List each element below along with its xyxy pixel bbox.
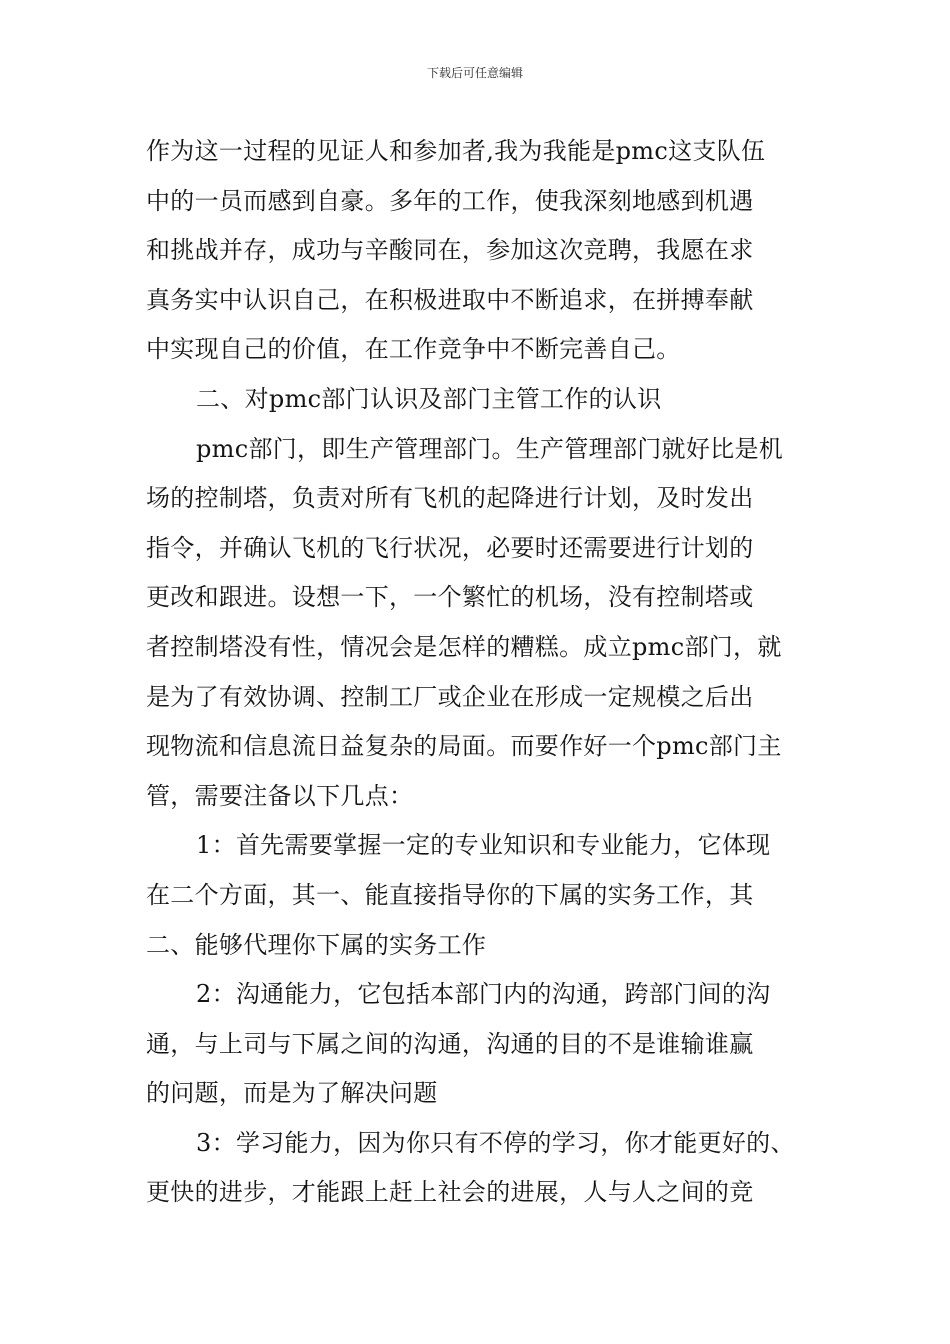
text-line: 3：学习能力，因为你只有不停的学习，你才能更好的、: [196, 1128, 795, 1157]
page-header: 下载后可任意编辑: [426, 66, 523, 80]
document-body: [146, 127, 826, 1218]
text-line: 在二个方面，其一、能直接指导你的下属的实务工作，其: [146, 880, 754, 909]
text-line: 真务实中认识自己，在积极进取中不断追求，在拼搏奉献: [146, 285, 754, 314]
text-line: 更改和跟进。设想一下，一个繁忙的机场，没有控制塔或: [146, 583, 754, 612]
text-line: pmc部门，即生产管理部门。生产管理部门就好比是机: [196, 434, 784, 463]
text-line: 管，需要注备以下几点：: [146, 781, 414, 810]
text-line: 二、对pmc部门认识及部门主管工作的认识: [196, 384, 662, 413]
text-line: 者控制塔没有性，情况会是怎样的糟糕。成立pmc部门，就: [146, 632, 782, 661]
text-line: 2：沟通能力，它包括本部门内的沟通，跨部门间的沟: [196, 980, 771, 1009]
text-line: 和挑战并存，成功与辛酸同在，参加这次竞聘，我愿在求: [146, 236, 754, 265]
text-line: 是为了有效协调、控制工厂或企业在形成一定规模之后出: [146, 682, 754, 711]
text-line: 1：首先需要掌握一定的专业知识和专业能力，它体现: [196, 831, 771, 860]
text-line: 的问题，而是为了解决问题: [146, 1079, 438, 1108]
text-line: 中的一员而感到自豪。多年的工作，使我深刻地感到机遇: [146, 186, 754, 215]
text-line: 指令，并确认飞机的飞行状况，必要时还需要进行计划的: [146, 533, 754, 562]
text-line: 二、能够代理你下属的实务工作: [146, 930, 487, 959]
text-line: 通，与上司与下属之间的沟通，沟通的目的不是谁输谁赢: [146, 1029, 754, 1058]
text-line: 作为这一过程的见证人和参加者,我为我能是pmc这支队伍: [146, 137, 766, 165]
text-line: 场的控制塔，负责对所有飞机的起降进行计划，及时发出: [146, 484, 754, 513]
text-line: 现物流和信息流日益复杂的局面。而要作好一个pmc部门主: [146, 732, 782, 761]
text-line: 更快的进步，才能跟上赶上社会的进展，人与人之间的竞: [146, 1178, 754, 1207]
text-line: 中实现自己的价值，在工作竞争中不断完善自己。: [146, 335, 681, 364]
